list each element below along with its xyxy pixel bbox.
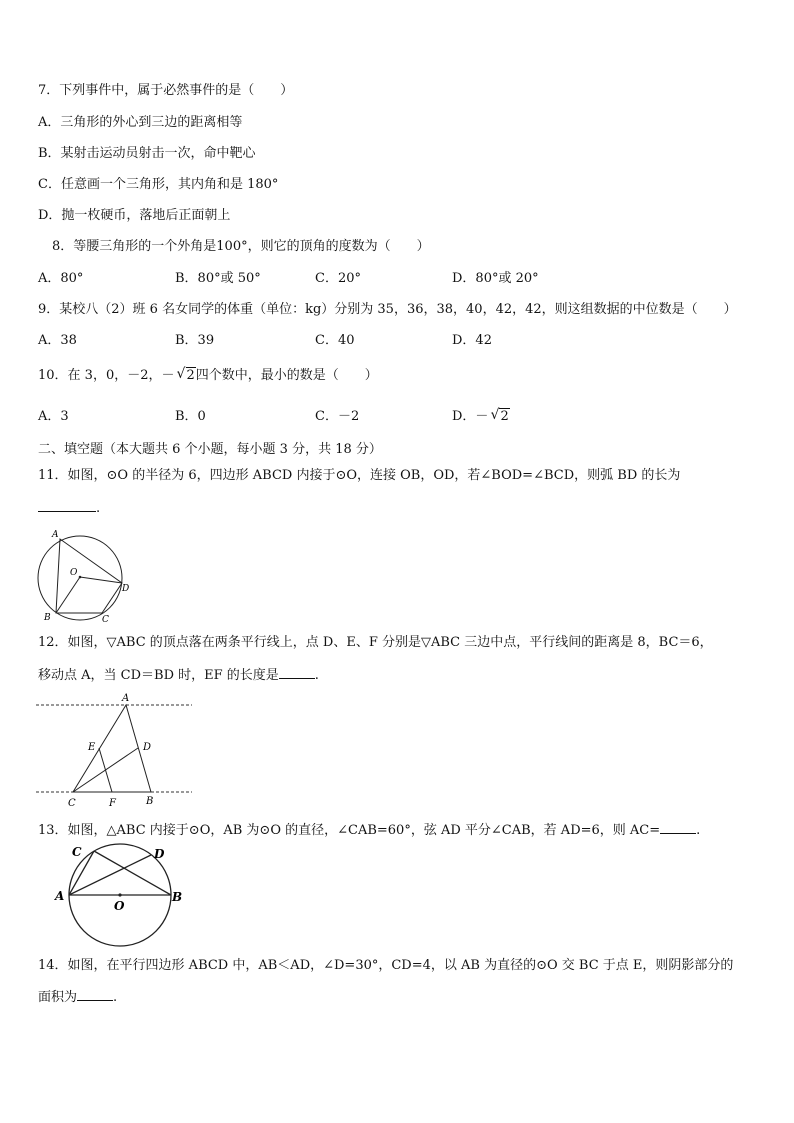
q11-answer-blank[interactable]	[38, 499, 96, 512]
q12-label-c: C	[68, 798, 76, 808]
q12-label-f: F	[109, 798, 116, 808]
q12-stem-line2-post: .	[314, 668, 319, 683]
q11-label-o: O	[70, 568, 78, 578]
q10-sqrt-radicand: 2	[186, 368, 195, 383]
q13-label-o: O	[114, 899, 125, 913]
q13-stem-pre: 13．如图，△ABC 内接于⊙O，AB 为⊙O 的直径，∠CAB=60°，弦 AD 平分∠CAB，若 AD=6，则 AC=	[38, 823, 661, 838]
q10-option-d-sqrt: √ 2	[490, 407, 509, 424]
q10-option-d	[452, 408, 510, 426]
q10-option-c: C．－2	[315, 409, 360, 424]
q11-segment-od	[80, 577, 122, 583]
q13-label-a: A	[55, 889, 65, 903]
q8-stem: 8．等腰三角形的一个外角是100°，则它的顶角的度数为（ ）	[52, 239, 430, 254]
q11-label-b: B	[44, 613, 51, 623]
q12-stem-line2	[38, 666, 319, 685]
q14-stem-line2-pre: 面积为	[38, 990, 78, 1005]
q10-sqrt: √ 2	[176, 366, 195, 383]
q14-stem-line2	[38, 988, 117, 1007]
q8-option-b: B．80°或 50°	[175, 271, 261, 286]
q11-label-c: C	[102, 615, 109, 625]
q12-stem-line1: 12．如图，▽ABC 的顶点落在两条平行线上，点 D、E、F 分别是▽ABC 三边中点，平行线间的距离是 8，BC＝6，	[38, 635, 713, 650]
q9-option-c: C．40	[315, 333, 355, 348]
q13-stem	[38, 821, 700, 840]
q13-answer-blank[interactable]	[660, 821, 696, 834]
q10-option-b: B．0	[175, 409, 206, 424]
q7-option-b: B．某射击运动员射击一次，命中靶心	[38, 146, 256, 161]
q8-option-a: A．80°	[38, 271, 84, 286]
q11-tail: .	[96, 501, 101, 516]
q9-option-a: A．38	[38, 333, 77, 348]
q7-option-c: C．任意画一个三角形，其内角和是 180°	[38, 177, 279, 192]
q10-option-d-radicand: 2	[500, 409, 509, 424]
q11-stem: 11．如图，⊙O 的半径为 6，四边形 ABCD 内接于⊙O，连接 OB，OD，若∠BOD=∠BCD，则弧 BD 的长为	[38, 468, 681, 483]
q12-label-d: D	[143, 742, 152, 753]
section-2-heading: 二、填空题（本大题共 6 个小题，每小题 3 分，共 18 分）	[38, 442, 382, 457]
q14-stem-line1: 14．如图，在平行四边形 ABCD 中，AB＜AD，∠D=30°，CD=4，以 AB 为直径的⊙O 交 BC 于点 E，则阴影部分的	[38, 958, 734, 973]
q10-stem-post: 四个数中，最小的数是（ ）	[195, 368, 378, 383]
q7-stem: 7．下列事件中，属于必然事件的是（ ）	[38, 83, 294, 98]
q13-stem-post: .	[696, 823, 701, 838]
q14-stem-line2-post: .	[113, 990, 118, 1005]
q12-segment-ef	[99, 748, 112, 792]
q12-stem-line2-pre: 移动点 A，当 CD＝BD 时，EF 的长度是	[38, 668, 279, 683]
q12-figure	[30, 690, 200, 808]
q7-option-a: A．三角形的外心到三边的距离相等	[38, 115, 243, 130]
q9-stem: 9．某校八（2）班 6 名女同学的体重（单位：kg）分别为 35，36，38，40，42，42，则这组数据的中位数是（ ）	[38, 302, 737, 317]
q12-triangle-abc	[73, 705, 151, 792]
q12-label-b: B	[146, 796, 154, 807]
q13-center-dot	[118, 893, 121, 896]
q9-option-d: D．42	[452, 333, 492, 348]
q11-segment-ob	[56, 577, 80, 613]
q7-option-d: D．抛一枚硬币，落地后正面朝上	[38, 208, 231, 223]
q11-answer-line	[38, 499, 100, 518]
q8-option-c: C．20°	[315, 271, 361, 286]
q10-option-a: A．3	[38, 409, 69, 424]
q10-option-d-pre: D．－	[452, 409, 489, 424]
q13-label-d: D	[154, 847, 165, 861]
q12-label-a: A	[122, 693, 130, 704]
q11-quadrilateral	[56, 539, 122, 613]
q10-stem	[38, 367, 378, 385]
q11-figure	[30, 525, 140, 625]
q14-answer-blank[interactable]	[77, 988, 113, 1001]
q12-label-e: E	[88, 742, 96, 753]
q11-label-a: A	[52, 530, 59, 540]
q12-answer-blank[interactable]	[279, 666, 315, 679]
q9-option-b: B．39	[175, 333, 215, 348]
q11-center-dot	[79, 576, 82, 579]
q13-label-b: B	[172, 890, 183, 904]
q13-label-c: C	[72, 845, 82, 859]
q11-label-d: D	[122, 584, 130, 594]
q13-figure	[50, 840, 190, 950]
q10-stem-pre: 10．在 3，0，－2，－	[38, 368, 175, 383]
q8-option-d: D．80°或 20°	[452, 271, 539, 286]
